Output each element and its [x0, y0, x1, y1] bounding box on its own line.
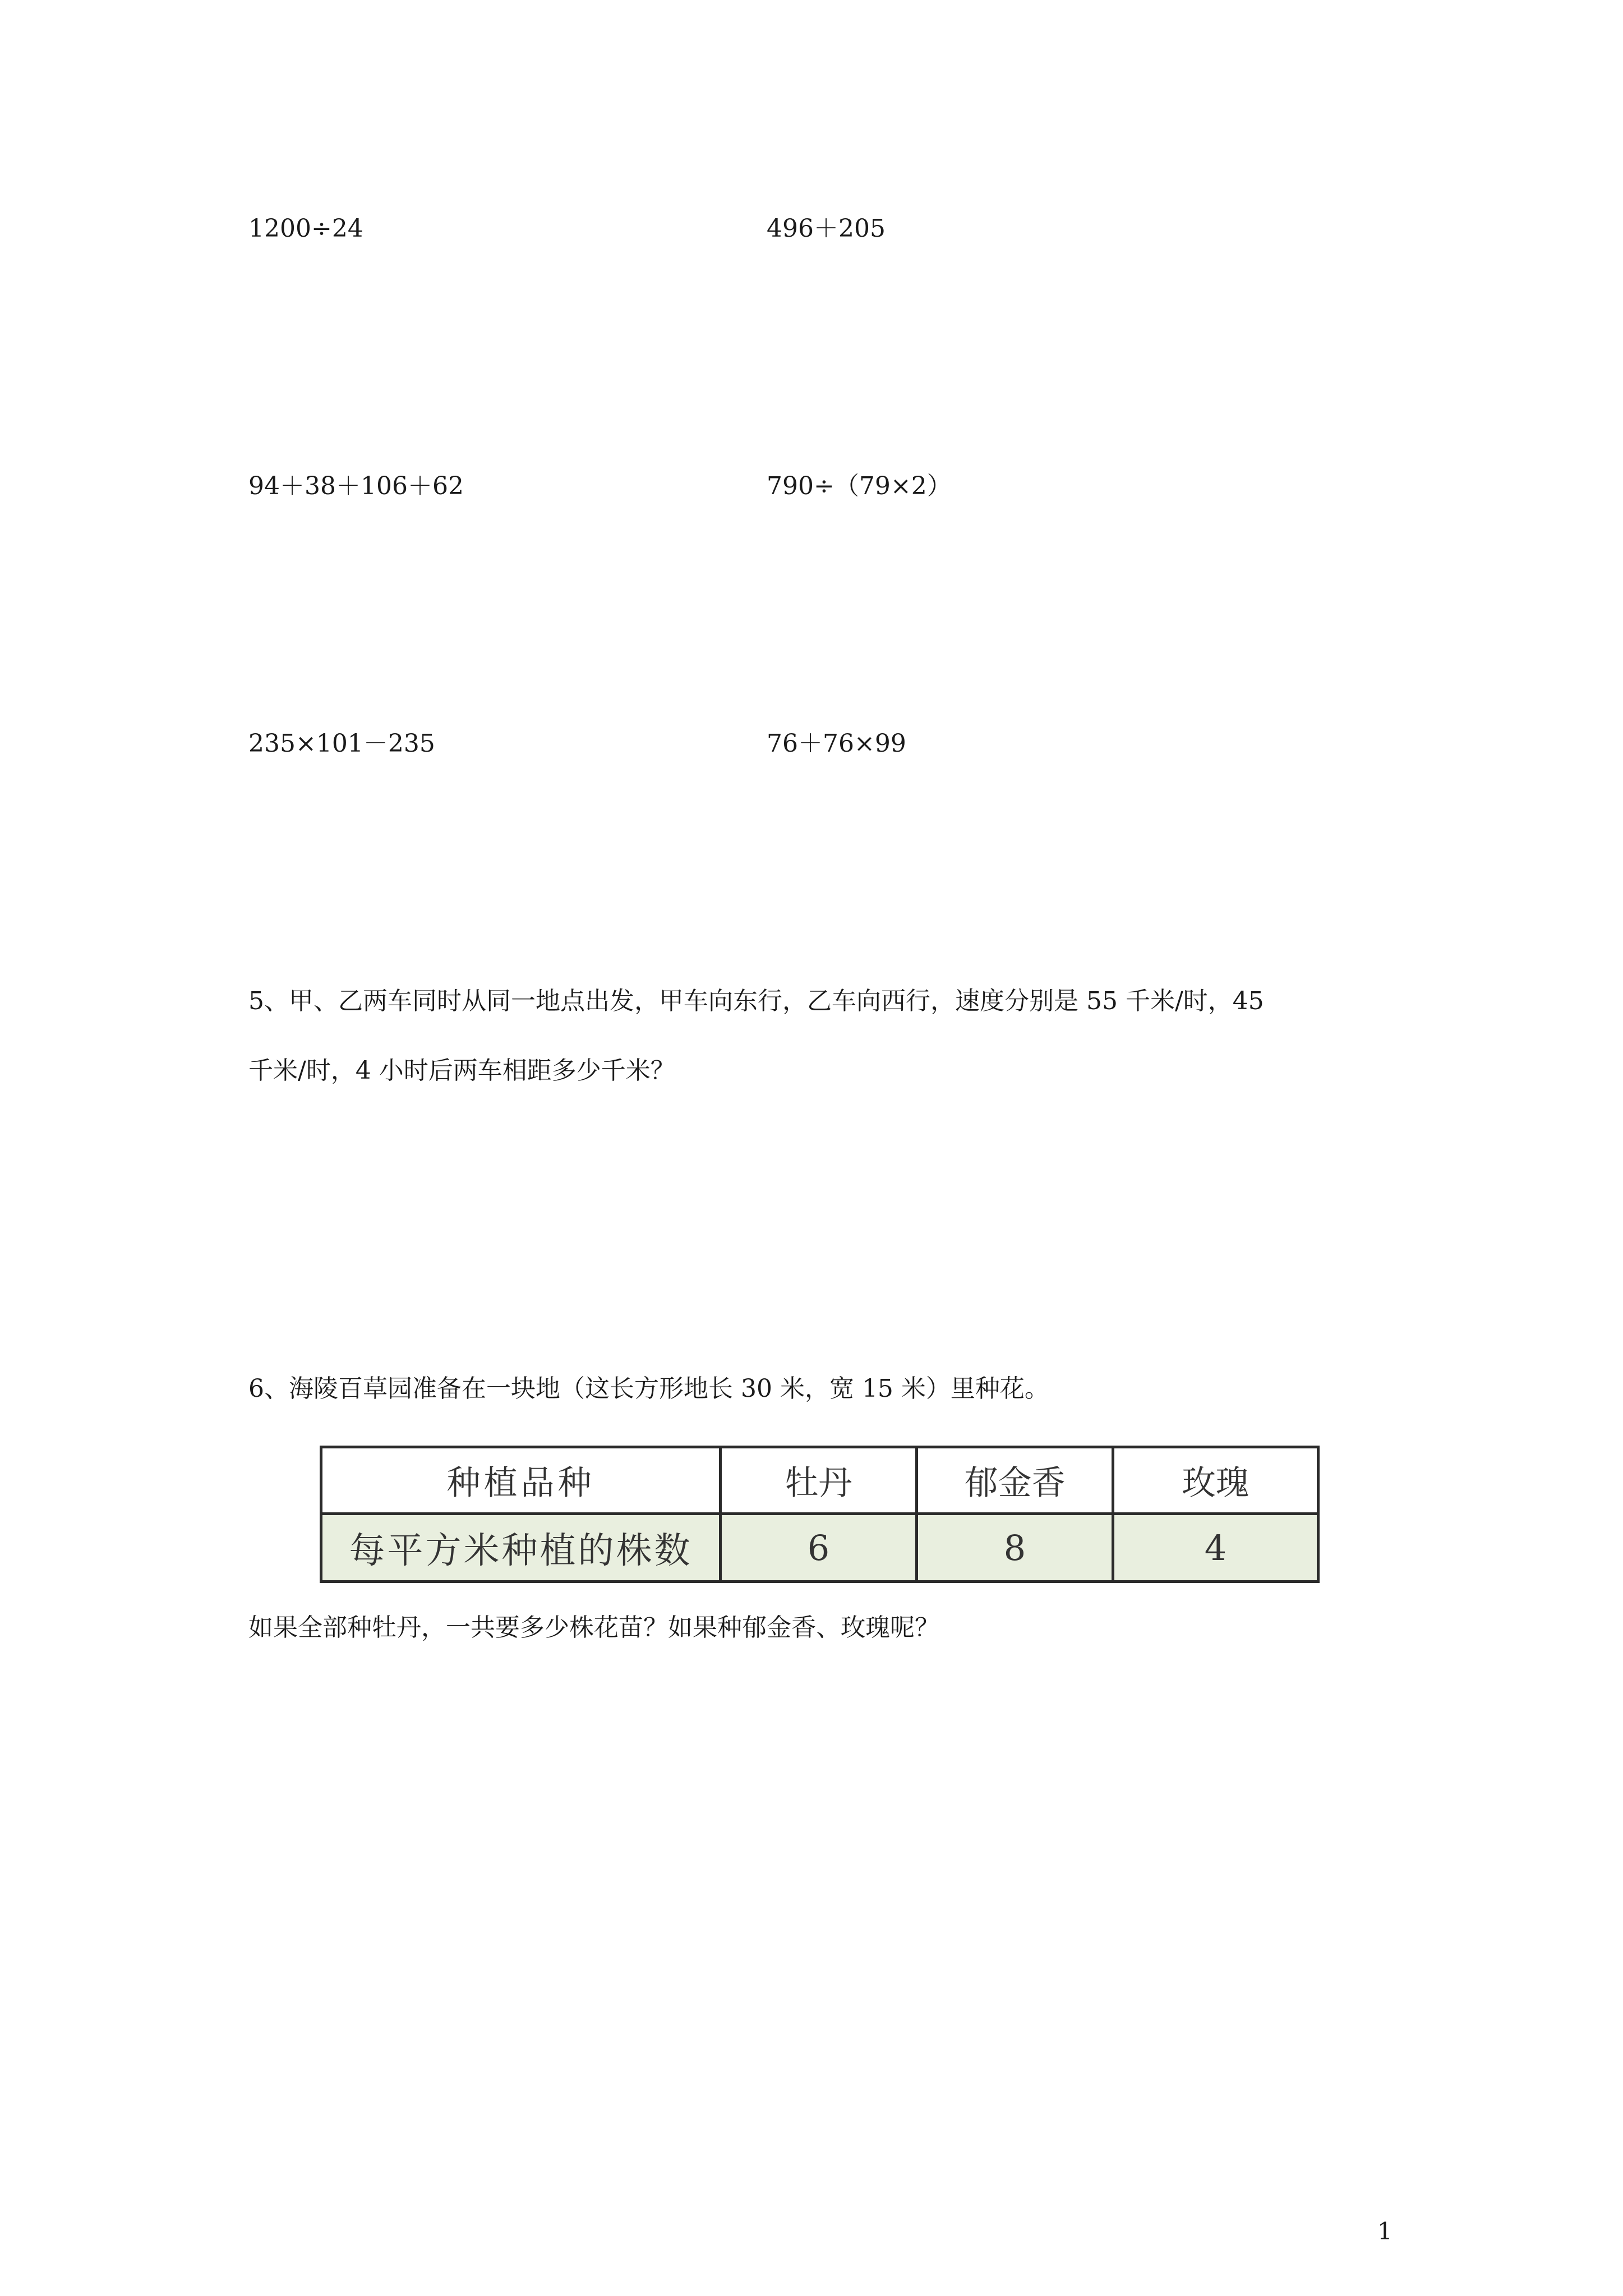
table-header-rose: 玫瑰 — [1113, 1447, 1318, 1514]
expression-1-right: 496＋205 — [767, 214, 886, 243]
table-cell-peony: 6 — [721, 1514, 917, 1582]
table-data-row — [321, 1514, 1318, 1582]
table-cell-tulip: 8 — [917, 1514, 1113, 1582]
expression-3-left: 235×101－235 — [248, 729, 435, 758]
table-header-label: 种植品种 — [321, 1447, 721, 1514]
question-6-intro: 6、海陵百草园准备在一块地（这长方形地长 30 米，宽 15 米）里种花。 — [248, 1374, 1049, 1403]
question-6-question: 如果全部种牡丹，一共要多少株花苗？如果种郁金香、玫瑰呢？ — [248, 1613, 939, 1642]
table-header-peony: 牡丹 — [721, 1447, 917, 1514]
table-row-label: 每平方米种植的株数 — [321, 1514, 721, 1582]
question-5-line-1: 5、甲、乙两车同时从同一地点出发，甲车向东行，乙车向西行，速度分别是 55 千米/时，45 — [248, 987, 1264, 1015]
expression-2-right: 790÷（79×2） — [767, 472, 952, 500]
expression-3-right: 76＋76×99 — [767, 729, 906, 758]
table-header-tulip: 郁金香 — [917, 1447, 1113, 1514]
planting-table — [320, 1446, 1320, 1583]
table-header-row — [321, 1447, 1318, 1514]
expression-1-left: 1200÷24 — [248, 214, 363, 243]
page-number: 1 — [1377, 2217, 1393, 2245]
question-5-line-2: 千米/时，4 小时后两车相距多少千米？ — [248, 1056, 675, 1085]
table-cell-rose: 4 — [1113, 1514, 1318, 1582]
expression-2-left: 94＋38＋106＋62 — [248, 472, 464, 500]
